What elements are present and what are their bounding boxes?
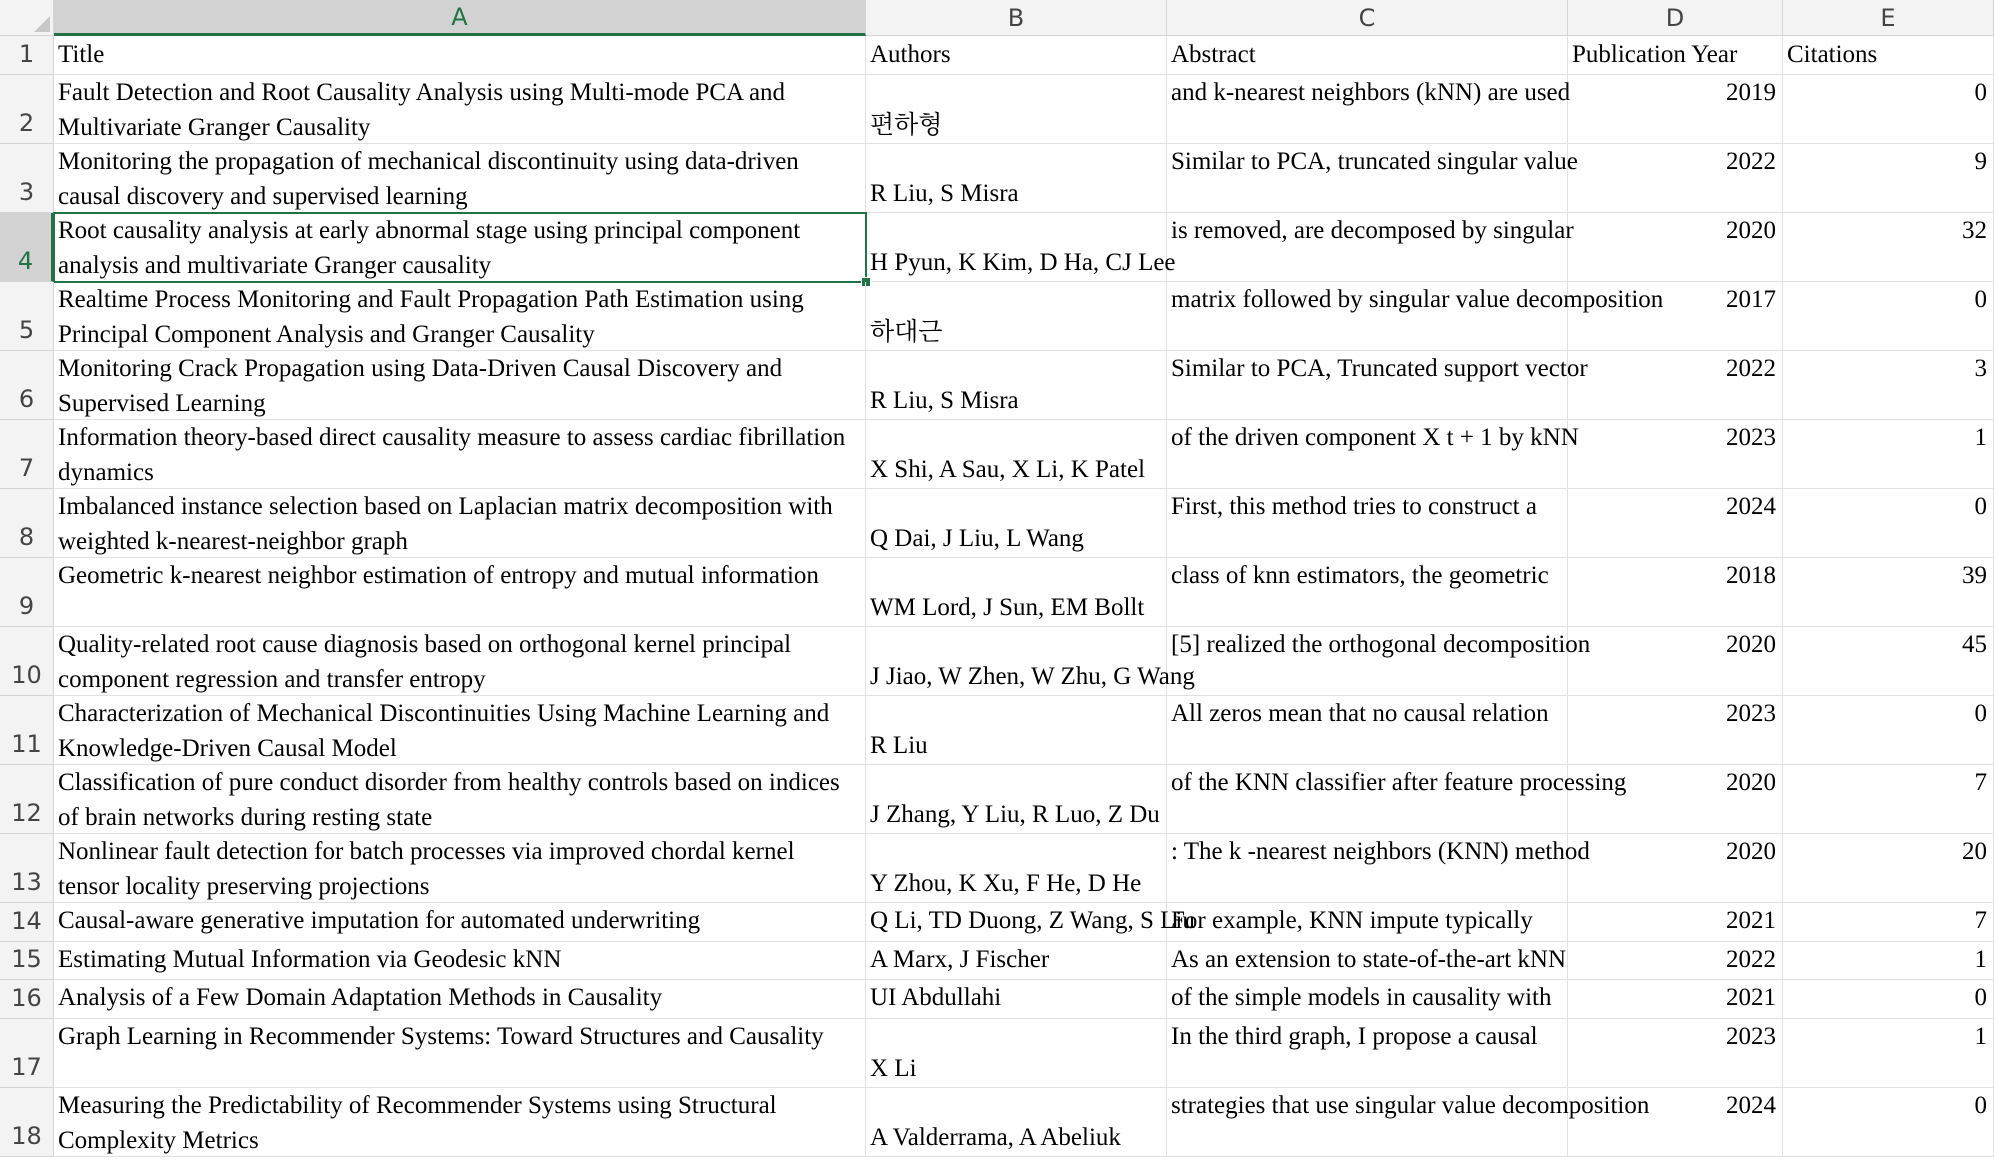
cell-year[interactable]: 2023 [1568, 1019, 1783, 1088]
header-cell-citations[interactable]: Citations [1783, 36, 1994, 75]
cell-abstract[interactable]: Similar to PCA, Truncated support vector [1167, 351, 1568, 420]
cell-abstract[interactable]: All zeros mean that no causal relation [1167, 696, 1568, 765]
cell-title[interactable]: Analysis of a Few Domain Adaptation Methods in Causality [54, 980, 866, 1019]
cell-abstract[interactable]: First, this method tries to construct a [1167, 489, 1568, 558]
cell-authors[interactable]: 하대근 [866, 282, 1167, 351]
cell-year[interactable]: 2021 [1568, 980, 1783, 1019]
cell-authors[interactable]: Q Dai, J Liu, L Wang [866, 489, 1167, 558]
cell-title[interactable]: Nonlinear fault detection for batch processes via improved chordal kernel tensor locality preserving projections [54, 834, 866, 903]
cell-abstract[interactable]: [5] realized the orthogonal decomposition [1167, 627, 1568, 696]
cell-title[interactable]: Root causality analysis at early abnormal stage using principal component analysis and multivariate Granger causality [54, 213, 866, 282]
cell-citations[interactable]: 1 [1783, 420, 1994, 489]
cell-abstract[interactable]: : The k -nearest neighbors (KNN) method [1167, 834, 1568, 903]
cell-title[interactable]: Causal-aware generative imputation for automated underwriting [54, 903, 866, 942]
cell-abstract[interactable]: of the KNN classifier after feature processing [1167, 765, 1568, 834]
cell-citations[interactable]: 1 [1783, 1019, 1994, 1088]
cell-citations[interactable]: 0 [1783, 489, 1994, 558]
row-header[interactable]: 12 [0, 765, 54, 834]
cell-abstract[interactable]: class of knn estimators, the geometric [1167, 558, 1568, 627]
cell-year[interactable]: 2024 [1568, 489, 1783, 558]
cell-year[interactable]: 2018 [1568, 558, 1783, 627]
cell-year[interactable]: 2020 [1568, 765, 1783, 834]
cell-abstract[interactable]: of the simple models in causality with [1167, 980, 1568, 1019]
header-cell-year[interactable]: Publication Year [1568, 36, 1783, 75]
cell-title[interactable]: Monitoring the propagation of mechanical discontinuity using data-driven causal discovery and supervised learning [54, 144, 866, 213]
cell-abstract[interactable]: Similar to PCA, truncated singular value [1167, 144, 1568, 213]
cell-year[interactable]: 2020 [1568, 627, 1783, 696]
cell-title[interactable]: Realtime Process Monitoring and Fault Propagation Path Estimation using Principal Component Analysis and Granger Causality [54, 282, 866, 351]
cell-title[interactable]: Geometric k-nearest neighbor estimation of entropy and mutual information [54, 558, 866, 627]
cell-authors[interactable]: X Shi, A Sau, X Li, K Patel [866, 420, 1167, 489]
cell-abstract[interactable]: is removed, are decomposed by singular [1167, 213, 1568, 282]
row-header[interactable]: 13 [0, 834, 54, 903]
row-header[interactable]: 11 [0, 696, 54, 765]
cell-title[interactable]: Fault Detection and Root Causality Analysis using Multi-mode PCA and Multivariate Granger Causality [54, 75, 866, 144]
cell-authors[interactable]: J Jiao, W Zhen, W Zhu, G Wang [866, 627, 1167, 696]
header-cell-abstract[interactable]: Abstract [1167, 36, 1568, 75]
row-header[interactable]: 15 [0, 942, 54, 981]
cell-authors[interactable]: A Marx, J Fischer [866, 942, 1167, 981]
cell-title[interactable]: Characterization of Mechanical Discontinuities Using Machine Learning and Knowledge-Driven Causal Model [54, 696, 866, 765]
cell-year[interactable]: 2021 [1568, 903, 1783, 942]
cell-authors[interactable]: 편하형 [866, 75, 1167, 144]
row-header[interactable]: 4 [0, 213, 54, 282]
cell-authors[interactable]: A Valderrama, A Abeliuk [866, 1088, 1167, 1157]
cell-citations[interactable]: 20 [1783, 834, 1994, 903]
cell-citations[interactable]: 3 [1783, 351, 1994, 420]
cell-year[interactable]: 2020 [1568, 834, 1783, 903]
cell-citations[interactable]: 7 [1783, 765, 1994, 834]
column-header-a[interactable]: A [54, 0, 866, 36]
cell-title[interactable]: Classification of pure conduct disorder from healthy controls based on indices of brain networks during resting state [54, 765, 866, 834]
cell-citations[interactable]: 0 [1783, 1088, 1994, 1157]
select-all-corner[interactable] [0, 0, 54, 36]
cell-year[interactable]: 2020 [1568, 213, 1783, 282]
cell-citations[interactable]: 45 [1783, 627, 1994, 696]
cell-year[interactable]: 2023 [1568, 420, 1783, 489]
header-cell-title[interactable]: Title [54, 36, 866, 75]
cell-year[interactable]: 2022 [1568, 144, 1783, 213]
cell-year[interactable]: 2017 [1568, 282, 1783, 351]
cell-abstract[interactable]: and k-nearest neighbors (kNN) are used [1167, 75, 1568, 144]
cell-citations[interactable]: 0 [1783, 980, 1994, 1019]
row-header[interactable]: 14 [0, 903, 54, 942]
cell-citations[interactable]: 32 [1783, 213, 1994, 282]
select-all-triangle-icon [34, 16, 50, 32]
row-header[interactable]: 2 [0, 75, 54, 144]
cell-title[interactable]: Graph Learning in Recommender Systems: Toward Structures and Causality [54, 1019, 866, 1088]
cell-authors[interactable]: R Liu [866, 696, 1167, 765]
cell-abstract[interactable]: matrix followed by singular value decomposition [1167, 282, 1568, 351]
cell-citations[interactable]: 7 [1783, 903, 1994, 942]
cell-authors[interactable]: R Liu, S Misra [866, 351, 1167, 420]
cell-year[interactable]: 2022 [1568, 351, 1783, 420]
cell-citations[interactable]: 39 [1783, 558, 1994, 627]
row-header[interactable]: 6 [0, 351, 54, 420]
cell-authors[interactable]: WM Lord, J Sun, EM Bollt [866, 558, 1167, 627]
cell-title[interactable]: Measuring the Predictability of Recommender Systems using Structural Complexity Metrics [54, 1088, 866, 1157]
cell-abstract[interactable]: of the driven component X t + 1 by kNN [1167, 420, 1568, 489]
cell-authors[interactable]: H Pyun, K Kim, D Ha, CJ Lee [866, 213, 1167, 282]
cell-year[interactable]: 2022 [1568, 942, 1783, 981]
cell-title[interactable]: Monitoring Crack Propagation using Data-Driven Causal Discovery and Supervised Learning [54, 351, 866, 420]
column-header-b[interactable]: B [866, 0, 1167, 36]
cell-authors[interactable]: R Liu, S Misra [866, 144, 1167, 213]
row-header[interactable]: 8 [0, 489, 54, 558]
row-header[interactable]: 7 [0, 420, 54, 489]
cell-abstract[interactable]: In the third graph, I propose a causal [1167, 1019, 1568, 1088]
row-header[interactable]: 5 [0, 282, 54, 351]
cell-year[interactable]: 2023 [1568, 696, 1783, 765]
cell-abstract[interactable]: For example, KNN impute typically [1167, 903, 1568, 942]
row-header[interactable]: 9 [0, 558, 54, 627]
cell-authors[interactable]: Y Zhou, K Xu, F He, D He [866, 834, 1167, 903]
row-header[interactable]: 16 [0, 980, 54, 1019]
cell-year[interactable]: 2024 [1568, 1088, 1783, 1157]
cell-citations[interactable]: 0 [1783, 282, 1994, 351]
row-header[interactable]: 18 [0, 1088, 54, 1157]
cell-year[interactable]: 2019 [1568, 75, 1783, 144]
cell-title[interactable]: Imbalanced instance selection based on Laplacian matrix decomposition with weighted k-nearest-neighbor graph [54, 489, 866, 558]
cell-citations[interactable]: 1 [1783, 942, 1994, 981]
cell-authors[interactable]: X Li [866, 1019, 1167, 1088]
cell-title[interactable]: Quality-related root cause diagnosis based on orthogonal kernel principal component regression and transfer entropy [54, 627, 866, 696]
cell-citations[interactable]: 9 [1783, 144, 1994, 213]
cell-title[interactable]: Information theory-based direct causality measure to assess cardiac fibrillation dynamics [54, 420, 866, 489]
cell-authors[interactable]: J Zhang, Y Liu, R Luo, Z Du [866, 765, 1167, 834]
cell-citations[interactable]: 0 [1783, 75, 1994, 144]
column-header-e[interactable]: E [1783, 0, 1994, 36]
cell-abstract[interactable]: strategies that use singular value decomposition [1167, 1088, 1568, 1157]
cell-citations[interactable]: 0 [1783, 696, 1994, 765]
cell-title[interactable]: Estimating Mutual Information via Geodesic kNN [54, 942, 866, 981]
row-header[interactable]: 1 [0, 36, 54, 75]
row-header[interactable]: 10 [0, 627, 54, 696]
header-cell-authors[interactable]: Authors [866, 36, 1167, 75]
row-header[interactable]: 17 [0, 1019, 54, 1088]
column-header-c[interactable]: C [1167, 0, 1568, 36]
row-header[interactable]: 3 [0, 144, 54, 213]
cell-authors[interactable]: Q Li, TD Duong, Z Wang, S Liu [866, 903, 1167, 942]
cell-abstract[interactable]: As an extension to state-of-the-art kNN [1167, 942, 1568, 981]
column-header-d[interactable]: D [1568, 0, 1783, 36]
cell-authors[interactable]: UI Abdullahi [866, 980, 1167, 1019]
